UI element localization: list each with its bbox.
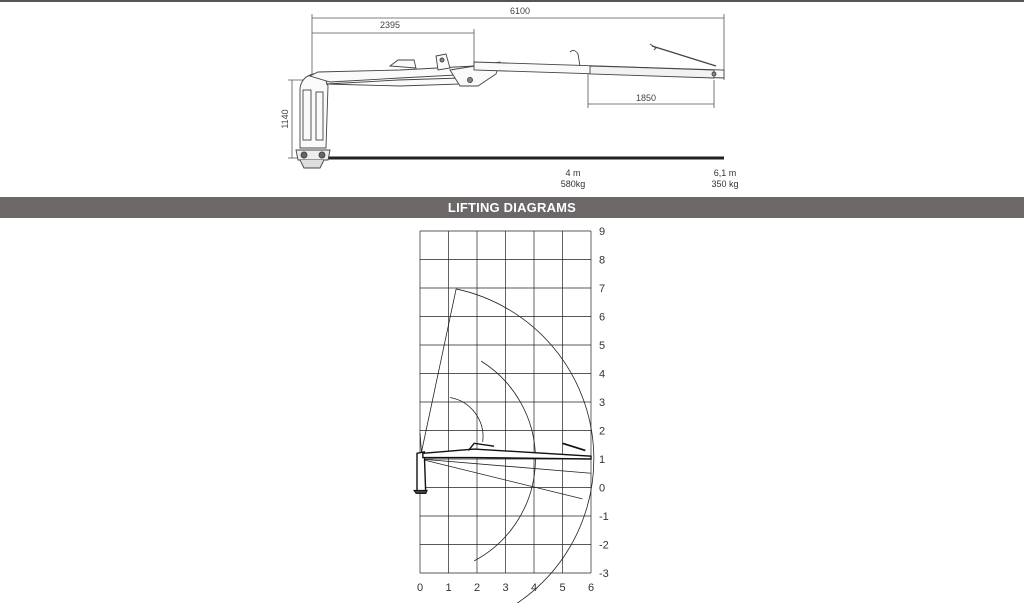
y-tick-label: 6: [599, 311, 606, 324]
slope-line: [420, 459, 582, 499]
crane-column: [296, 74, 330, 168]
capacity-1-reach: 4 m: [565, 168, 581, 178]
x-tick-label: 3: [502, 582, 509, 594]
y-tick-label: -2: [599, 539, 609, 552]
y-tick-label: 2: [599, 425, 606, 438]
y-tick-label: 1: [599, 454, 606, 466]
crane-profile-drawing: [0, 0, 1024, 197]
section-banner: [0, 197, 1024, 218]
inner-boom: [310, 54, 500, 86]
y-tick-label: 8: [599, 254, 606, 267]
dim-extension-label: 1850: [635, 93, 657, 103]
reach-arcs: [420, 289, 594, 603]
mini-crane-tip: [563, 443, 586, 450]
y-tick-label: 9: [599, 226, 606, 238]
y-tick-label: 3: [599, 397, 606, 409]
x-tick-label: 5: [559, 582, 566, 594]
inner-reach-arc: [450, 398, 483, 442]
mini-crane-base: [414, 490, 427, 493]
y-tick-label: 4: [599, 368, 606, 381]
capacity-2-reach: 6,1 m: [713, 168, 737, 178]
y-tick-label: 7: [599, 283, 606, 295]
dim-total-reach-label: 6100: [509, 6, 531, 16]
dim-inner-boom-label: 2395: [379, 20, 401, 30]
upper-boundary-line: [420, 289, 456, 459]
grid: [420, 231, 591, 573]
x-tick-label: 4: [530, 582, 538, 594]
x-tick-label: 1: [445, 582, 452, 594]
y-tick-label: -1: [599, 511, 609, 523]
axis-ticks: [417, 226, 609, 594]
x-tick-label: 0: [416, 582, 424, 594]
x-tick-label: 6: [587, 582, 595, 594]
mid-reach-arc: [474, 361, 535, 561]
lifting-diagram: [0, 218, 1024, 603]
y-tick-label: -3: [599, 568, 609, 580]
mini-crane-boom: [423, 449, 591, 459]
y-tick-label: 0: [599, 482, 606, 495]
capacity-1-load: 580kg: [560, 179, 586, 189]
crane-mini-drawing: [414, 443, 591, 493]
dim-height-label: 1140: [280, 109, 290, 129]
x-tick-label: 2: [473, 582, 481, 594]
section-title: LIFTING DIAGRAMS: [447, 200, 577, 215]
outer-boom: [474, 44, 724, 78]
dim-inner-boom: [312, 29, 474, 68]
y-tick-label: 5: [599, 340, 606, 352]
capacity-2-load: 350 kg: [711, 179, 739, 189]
